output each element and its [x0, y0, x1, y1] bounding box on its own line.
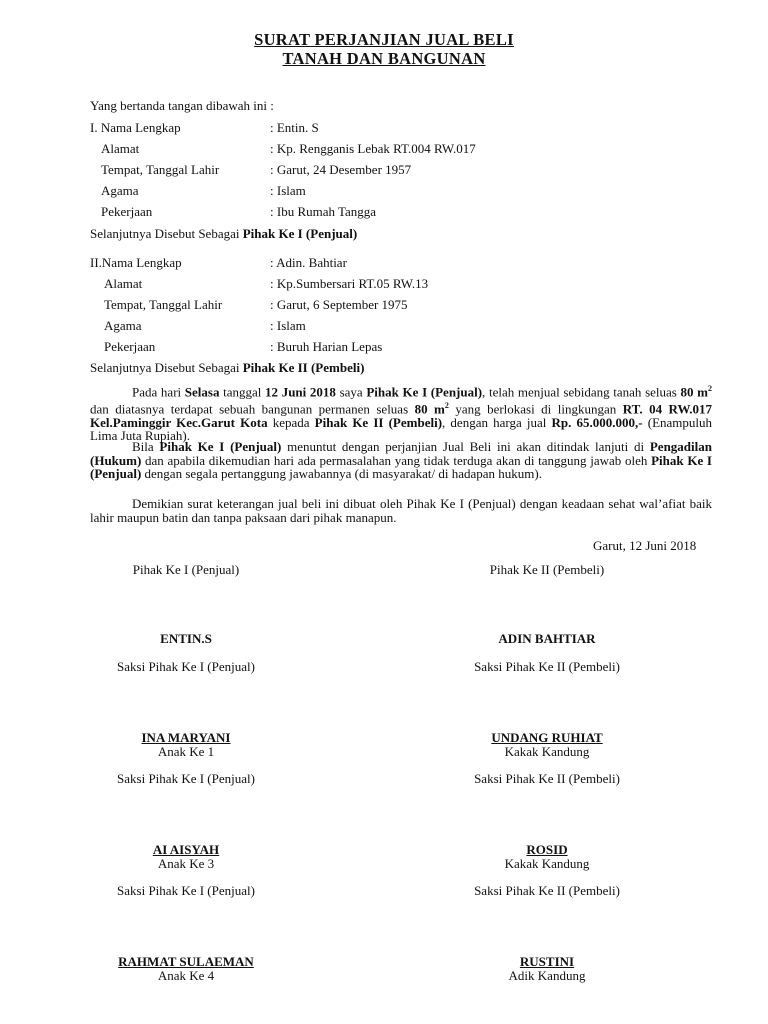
party1-occupation-value: : Ibu Rumah Tangga — [270, 204, 377, 219]
party2-occupation-value: : Buruh Harian Lepas — [270, 339, 383, 354]
witness2-buyer-title: Saksi Pihak Ke II (Pembeli) — [474, 771, 620, 786]
witness3-seller-name: RAHMAT SULAEMAN — [118, 954, 254, 969]
witness1-buyer-relation: Kakak Kandung — [504, 744, 590, 759]
party1-name-value: : Entin. S — [270, 120, 319, 135]
witness2-buyer-name: ROSID — [526, 842, 568, 857]
party2-designation-prefix: Selanjutnya Disebut Sebagai — [90, 360, 243, 375]
place-date: Garut, 12 Juni 2018 — [593, 538, 697, 553]
party1-name-label: I. Nama Lengkap — [90, 120, 181, 135]
witness1-seller-name: INA MARYANI — [141, 730, 231, 745]
party1-address-value: : Kp. Rengganis Lebak RT.004 RW.017 — [270, 141, 476, 156]
intro-text: Yang bertanda tangan dibawah ini : — [90, 98, 274, 113]
party2-occupation-label: Pekerjaan — [104, 339, 156, 354]
party2-designation — [90, 360, 364, 376]
party2-religion-value: : Islam — [270, 318, 306, 333]
witness2-seller-title: Saksi Pihak Ke I (Penjual) — [117, 771, 255, 786]
party1-designation — [90, 226, 357, 242]
seller-signature-role: Pihak Ke I (Penjual) — [132, 562, 240, 577]
agreement-paragraph-sale: Pada hari Selasa tanggal 12 Juni 2018 saya Pihak Ke I (Penjual), telah menjual sebidang tanah seluas 80 $m^2$ dan diatasnya terdapat sebuah bangunan permanen seluas 80 $m^2$ yang berlokasi di lingkungan RT. 04 RW.017 Kel.Paminggir Kec.Garut Kota kepada Pihak Ke II (Pembeli), dengan harga jual Rp. 65.000.000,- (Enampuluh Lima Juta Rupiah). — [90, 384, 713, 444]
party1-designation-prefix: Selanjutnya Disebut Sebagai — [90, 226, 243, 241]
party1-birth-label: Tempat, Tanggal Lahir — [101, 162, 220, 177]
party2-birth-label: Tempat, Tanggal Lahir — [104, 297, 223, 312]
party1-occupation-label: Pekerjaan — [101, 204, 153, 219]
agreement-paragraph-legal: Bila Pihak Ke I (Penjual) menuntut dengan perjanjian Jual Beli ini akan ditindak lanjuti di Pengadilan (Hukum) dan apabila dikemudian hari ada permasalahan yang tidak terduga akan di tanggung jawab oleh Pihak Ke I (Penjual) dengan segala pertanggung jawabannya (di masyarakat/ di hadapan hukum). — [90, 439, 712, 482]
buyer-signature-name: ADIN BAHTIAR — [498, 631, 596, 646]
seller-signature-name: ENTIN.S — [160, 631, 212, 646]
witness2-seller-relation: Anak Ke 3 — [157, 856, 215, 871]
party2-address-label: Alamat — [104, 276, 143, 291]
party1-address-label: Alamat — [101, 141, 140, 156]
party2-name-label: II.Nama Lengkap — [90, 255, 182, 270]
witness3-buyer-title: Saksi Pihak Ke II (Pembeli) — [474, 883, 620, 898]
party2-name-value: : Adin. Bahtiar — [270, 255, 347, 270]
party1-religion-value: : Islam — [270, 183, 306, 198]
witness3-buyer-relation: Adik Kandung — [508, 968, 586, 983]
witness1-seller-title: Saksi Pihak Ke I (Penjual) — [117, 659, 255, 674]
witness2-buyer-relation: Kakak Kandung — [504, 856, 590, 871]
document-title-line2: TANAH DAN BANGUNAN — [282, 49, 486, 68]
witness3-seller-relation: Anak Ke 4 — [157, 968, 215, 983]
buyer-signature-role: Pihak Ke II (Pembeli) — [489, 562, 605, 577]
party1-designation-role: Pihak Ke I (Penjual) — [242, 226, 358, 241]
document-title-line1: SURAT PERJANJIAN JUAL BELI — [254, 30, 514, 49]
witness1-seller-relation: Anak Ke 1 — [157, 744, 215, 759]
witness2-seller-name: AI AISYAH — [152, 842, 220, 857]
witness3-buyer-name: RUSTINI — [519, 954, 575, 969]
party2-designation-role: Pihak Ke II (Pembeli) — [242, 360, 365, 375]
witness3-seller-title: Saksi Pihak Ke I (Penjual) — [117, 883, 255, 898]
witness1-buyer-title: Saksi Pihak Ke II (Pembeli) — [474, 659, 620, 674]
witness1-buyer-name: UNDANG RUHIAT — [491, 730, 603, 745]
party1-birth-value: : Garut, 24 Desember 1957 — [270, 162, 412, 177]
agreement-paragraph-closing: Demikian surat keterangan jual beli ini dibuat oleh Pihak Ke I (Penjual) dengan keadaan sehat wal’afiat baik lahir maupun batin dan tanpa paksaan dari pihak manapun. — [90, 496, 712, 525]
party2-address-value: : Kp.Sumbersari RT.05 RW.13 — [270, 276, 429, 291]
party2-religion-label: Agama — [104, 318, 142, 333]
party2-birth-value: : Garut, 6 September 1975 — [270, 297, 408, 312]
party1-religion-label: Agama — [101, 183, 139, 198]
